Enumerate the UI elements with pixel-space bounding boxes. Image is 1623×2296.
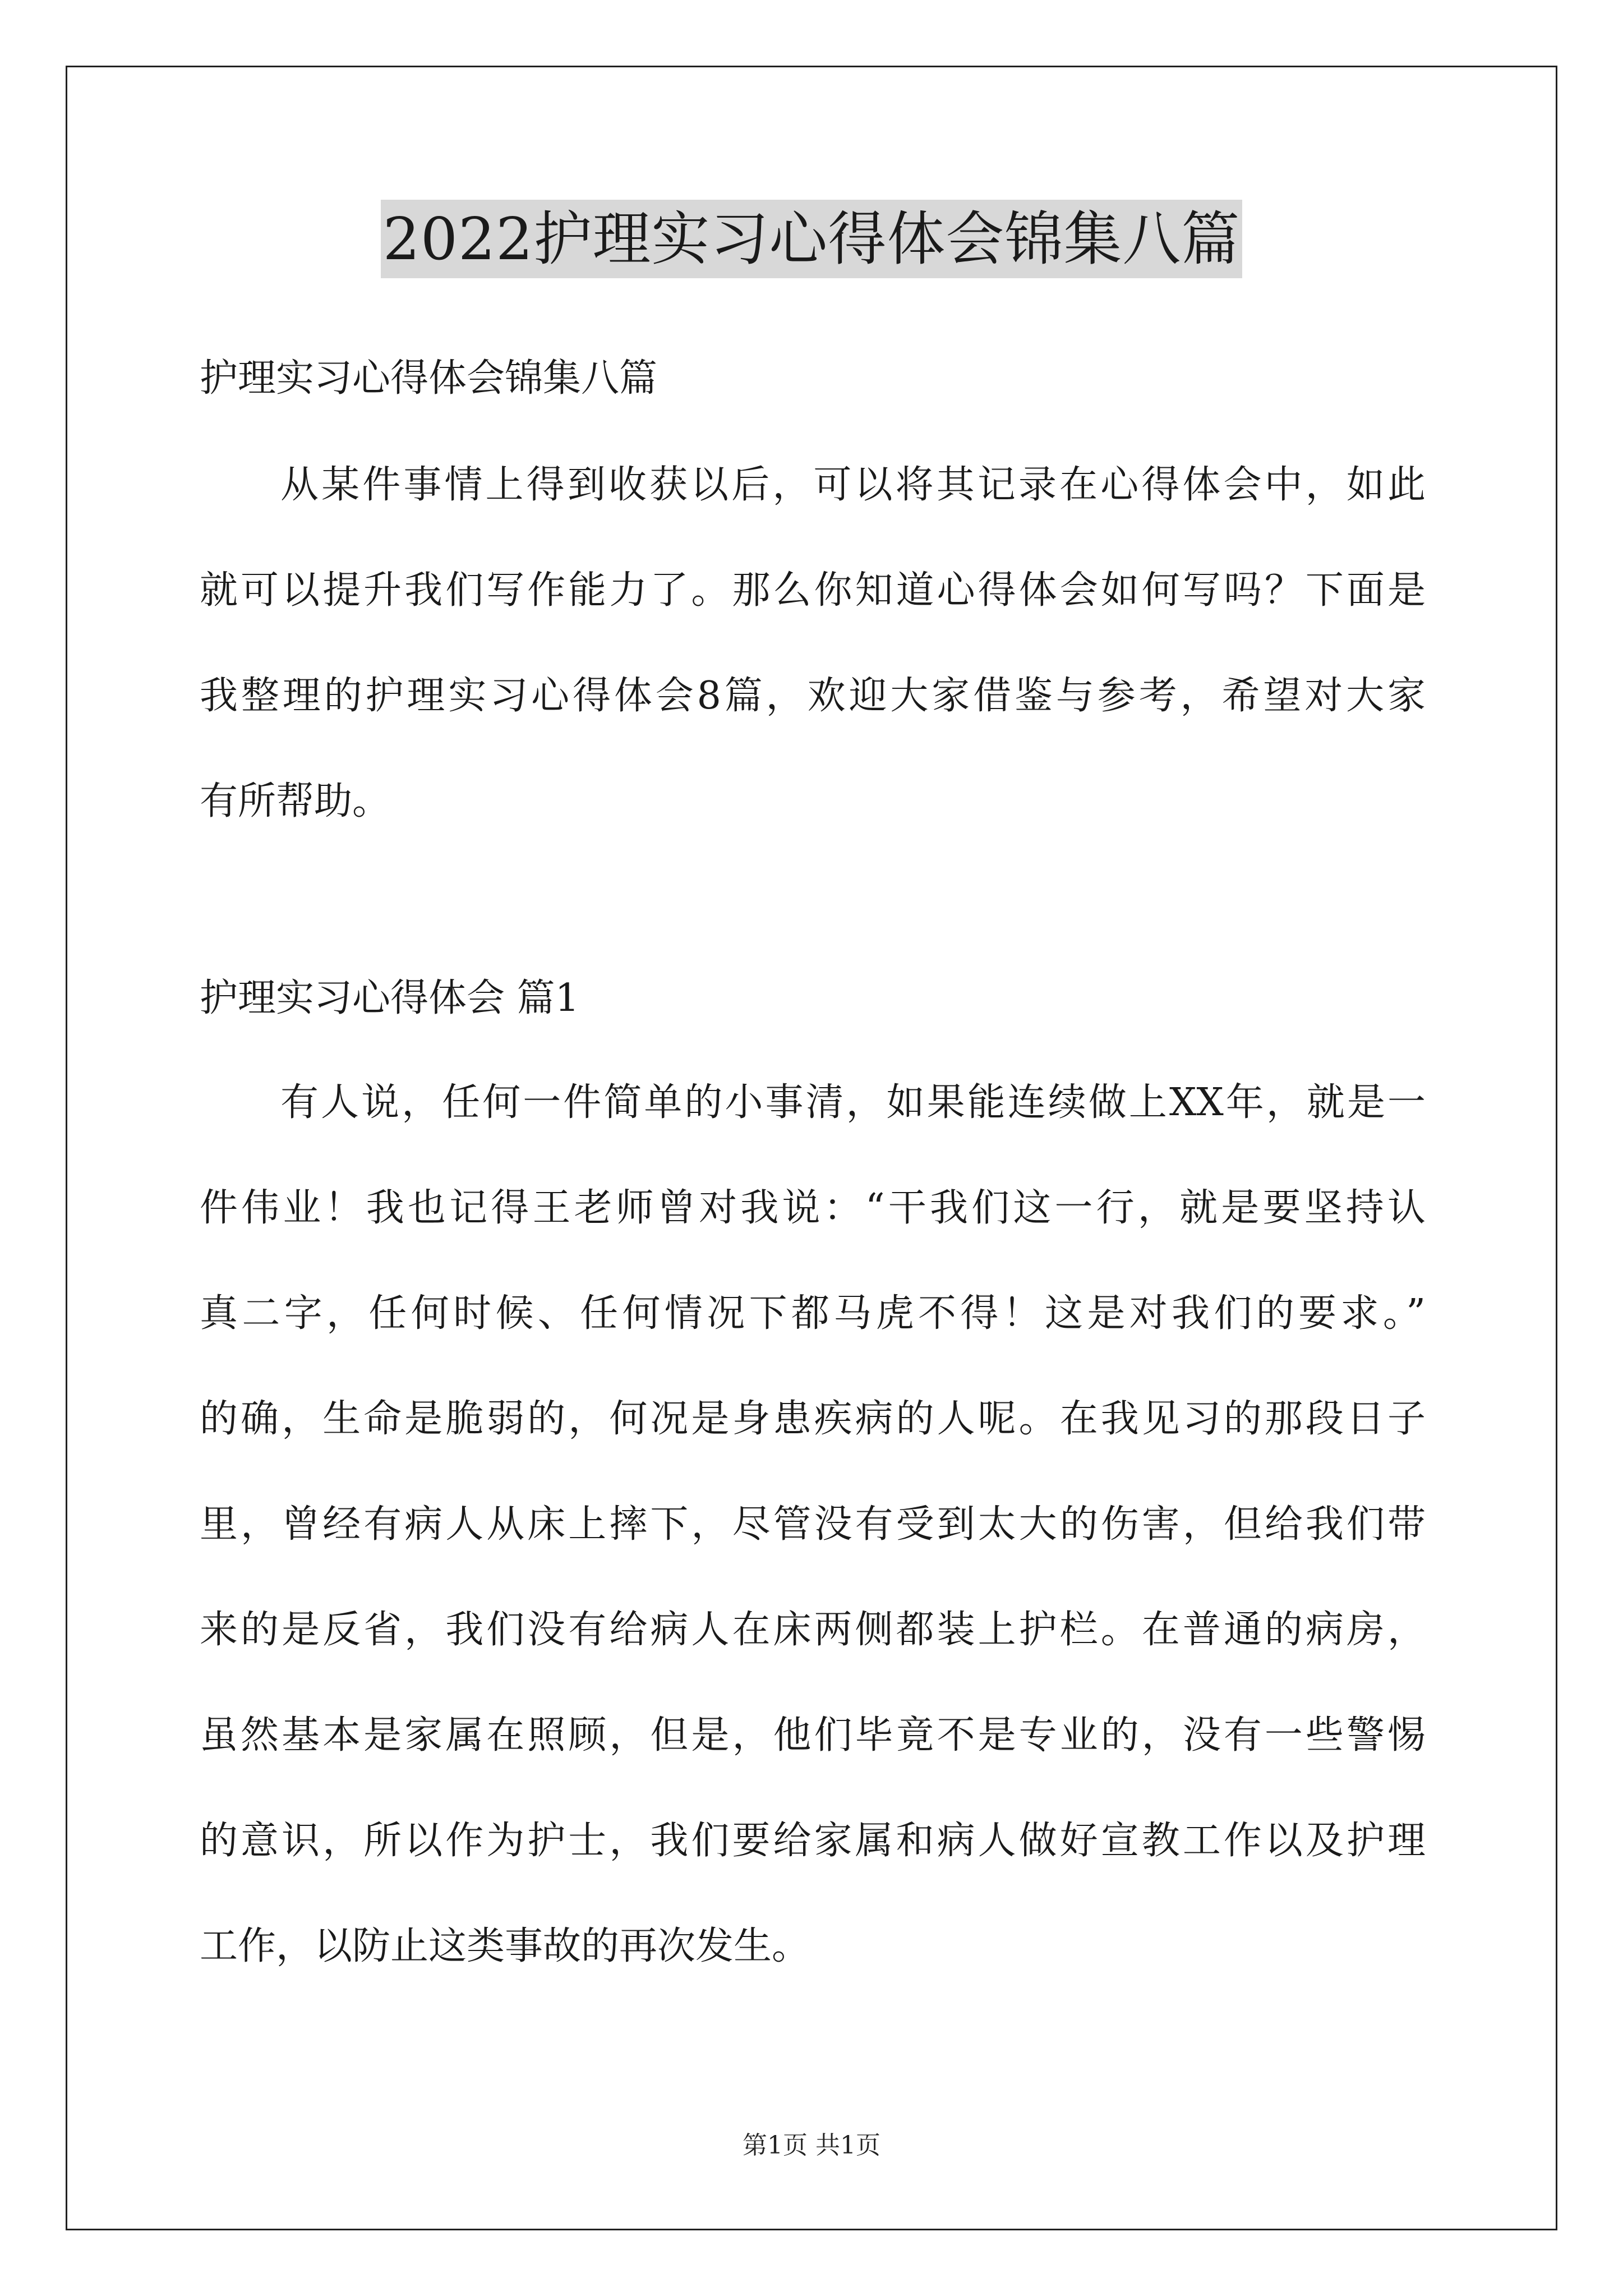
intro-line: 从某件事情上得到收获以后，可以将其记录在心得体会中，如此 (280, 463, 1426, 507)
section-line: 的确，生命是脆弱的，何况是身患疾病的人呢。在我见习的那段日子 (200, 1397, 1426, 1441)
intro-line: 我整理的护理实习心得体会8篇，欢迎大家借鉴与参考，希望对大家 (200, 674, 1426, 718)
section-line: 里，曾经有病人从床上摔下，尽管没有受到太大的伤害，但给我们带 (200, 1502, 1426, 1547)
section-line: 件伟业！我也记得王老师曾对我说：“干我们这一行，就是要坚持认 (200, 1186, 1426, 1230)
section-line: 工作，以防止这类事故的再次发生。 (200, 1924, 810, 1968)
document-title: 2022护理实习心得体会锦集八篇 (381, 200, 1243, 278)
title-wrap (0, 200, 1623, 278)
section-line: 真二字，任何时候、任何情况下都马虎不得！这是对我们的要求。” (200, 1291, 1426, 1336)
section-line: 虽然基本是家属在照顾，但是，他们毕竟不是专业的，没有一些警惕 (200, 1713, 1426, 1757)
section-heading: 护理实习心得体会 篇1 (200, 976, 579, 1020)
intro-line: 有所帮助。 (200, 779, 391, 823)
document-subtitle: 护理实习心得体会锦集八篇 (200, 356, 658, 401)
intro-line: 就可以提升我们写作能力了。那么你知道心得体会如何写吗？下面是 (200, 568, 1426, 613)
section-line: 来的是反省，我们没有给病人在床两侧都装上护栏。在普通的病房， (200, 1608, 1426, 1652)
page-footer: 第1页 共1页 (743, 2131, 880, 2160)
section-line: 有人说，任何一件简单的小事清，如果能连续做上XX年，就是一 (280, 1080, 1426, 1125)
section-line: 的意识，所以作为护士，我们要给家属和病人做好宣教工作以及护理 (200, 1819, 1426, 1863)
